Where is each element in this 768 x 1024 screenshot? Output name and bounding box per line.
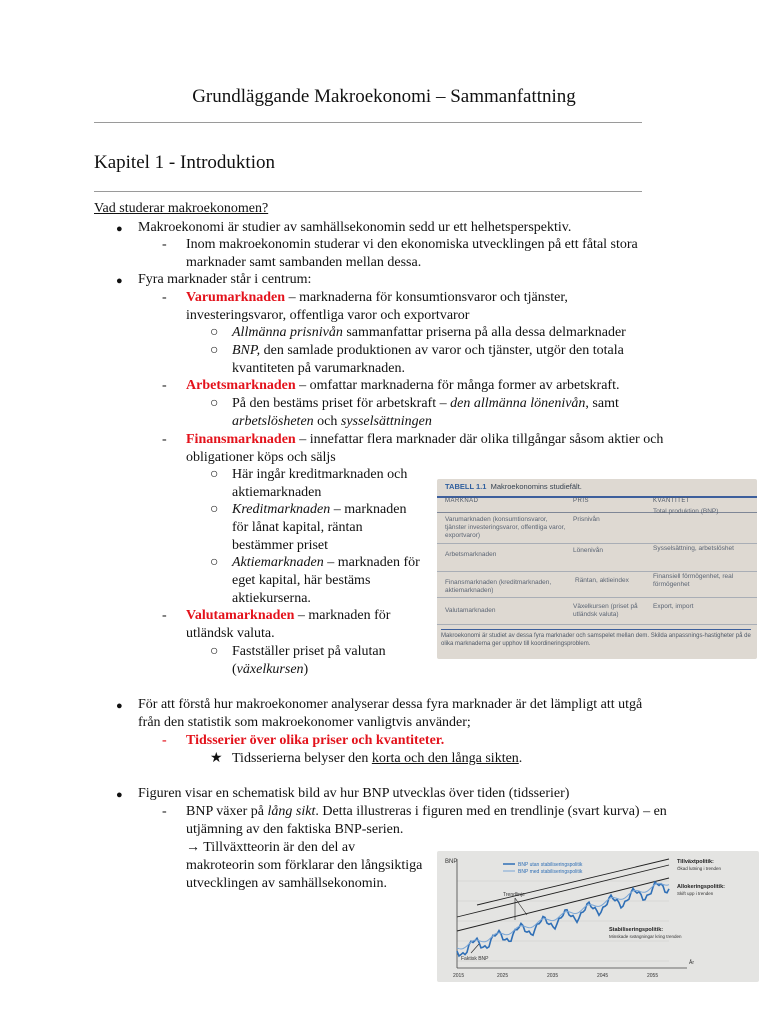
term-lang-sikt: lång sikt bbox=[267, 804, 316, 819]
dash-marker: - bbox=[162, 608, 167, 623]
text-line bbox=[232, 750, 522, 768]
text-line bbox=[186, 803, 667, 821]
text-line: makroteorin som förklarar den långsiktiga bbox=[186, 858, 423, 873]
circle-marker: ○ bbox=[210, 343, 219, 358]
chapter-divider bbox=[94, 191, 642, 192]
policy-text: Minskade svängningar kring trenden bbox=[609, 934, 682, 939]
text-line bbox=[186, 289, 568, 307]
x-tick: 2035 bbox=[547, 973, 559, 979]
market-table-image bbox=[437, 479, 757, 659]
text-line-highlight: Tidsserier över olika priser och kvantiteter. bbox=[186, 733, 445, 748]
circle-marker: ○ bbox=[210, 644, 219, 659]
dash-marker: - bbox=[162, 804, 167, 819]
text-span: . bbox=[518, 751, 523, 766]
text-line: För att förstå hur makroekonomer analyserar dessa fyra marknader är det lämpligt att utgå bbox=[138, 697, 643, 712]
bullet-marker: ● bbox=[116, 789, 123, 801]
table-header-cell: KVANTITET bbox=[653, 498, 691, 504]
table-cell: Lönenivån bbox=[573, 547, 603, 554]
section-heading: Vad studerar makroekonomen? bbox=[94, 201, 269, 216]
title-divider bbox=[94, 122, 642, 123]
text-line: Här ingår kreditmarknaden och bbox=[232, 467, 408, 482]
circle-marker: ○ bbox=[210, 396, 219, 411]
document-title: Grundläggande Makroekonomi – Sammanfattning bbox=[192, 86, 576, 107]
text-span: På den bestäms priset för arbetskraft – bbox=[232, 396, 451, 411]
figure-xlabel: År bbox=[689, 960, 694, 966]
policy-text: Ökad lutning i trenden bbox=[677, 866, 722, 871]
figure-ylabel: BNP bbox=[445, 859, 458, 865]
table-header-cell: MARKNAD bbox=[445, 498, 479, 504]
table-cell: Export, import bbox=[653, 603, 694, 610]
term-arbetsmarknaden: Arbetsmarknaden bbox=[186, 378, 296, 393]
text-line: utländsk valuta. bbox=[186, 626, 275, 641]
bullet-marker: ● bbox=[116, 700, 123, 712]
text-line: kvantiteten på varumarknaden. bbox=[232, 361, 405, 376]
circle-marker: ○ bbox=[210, 325, 219, 340]
text-span: . Detta illustreras i figuren med en trendlinje (svart kurva) – en bbox=[315, 804, 667, 819]
trend-line-lower bbox=[457, 878, 669, 931]
text-line bbox=[186, 431, 663, 449]
policy-title: Allokeringspolitik: bbox=[677, 884, 725, 890]
dash-marker: - bbox=[162, 237, 167, 252]
policy-title: Stabiliseringspolitik: bbox=[609, 927, 664, 933]
text-span: – innefattar flera marknader där olika tillgångar såsom aktier och bbox=[295, 432, 664, 447]
text-span: – omfattar marknaderna för många former av arbetskraft. bbox=[295, 378, 620, 393]
text-line: Inom makroekonomin studerar vi den ekonomiska utvecklingen på ett fåtal stora bbox=[186, 237, 638, 252]
actual-pointer bbox=[471, 944, 479, 953]
underlined-phrase: korta och den långa sikten bbox=[371, 751, 519, 766]
bullet-marker: ● bbox=[116, 275, 123, 287]
text-span: och bbox=[313, 414, 341, 429]
term-finansmarknaden: Finansmarknaden bbox=[186, 432, 296, 447]
table-title-text: Makroekonomins studiefält. bbox=[490, 482, 582, 491]
text-line: eget kapital, här bestäms bbox=[232, 573, 371, 588]
text-span: – marknaden för bbox=[323, 555, 420, 570]
table-title bbox=[445, 482, 582, 491]
table-number: TABELL 1.1 bbox=[445, 482, 487, 491]
dash-marker: - bbox=[162, 733, 167, 748]
bnp-trend-figure-image bbox=[437, 851, 759, 982]
text-line bbox=[232, 395, 619, 413]
table-cell: Arbetsmarknaden bbox=[445, 551, 497, 558]
x-tick: 2045 bbox=[597, 973, 609, 979]
text-span: , samt bbox=[585, 396, 619, 411]
text-span: ) bbox=[303, 662, 309, 677]
text-line: utjämning av den faktiska BNP-serien. bbox=[186, 822, 404, 837]
dash-marker: - bbox=[162, 378, 167, 393]
table-cell: Sysselsättning, arbetslöshet bbox=[653, 545, 734, 552]
bullet-marker: ● bbox=[116, 223, 123, 235]
term-lonenivan: den allmänna lönenivån bbox=[450, 396, 586, 411]
text-span: sammanfattar priserna på alla dessa delmarknader bbox=[342, 325, 626, 340]
text-line: från den statistik som makroekonomer vanligtvis använder; bbox=[138, 715, 471, 730]
term-varumarknaden: Varumarknaden bbox=[186, 290, 286, 305]
text-span: Tidsserierna belyser den bbox=[232, 751, 372, 766]
table-cell: Varumarknaden (konsumtionsvaror, tjänster investeringsvaror, offentliga varor, exportvaror) bbox=[445, 516, 566, 539]
circle-marker: ○ bbox=[210, 502, 219, 517]
table-cell: Total produktion (BNP) bbox=[653, 508, 719, 515]
text-line: aktiemarknaden bbox=[232, 485, 322, 500]
text-line: obligationer köps och säljs bbox=[186, 450, 336, 465]
text-line: för lånat kapital, räntan bbox=[232, 520, 363, 535]
legend-entry-2: BNP med stabiliseringspolitik bbox=[518, 869, 583, 875]
table-cell: Prisnivån bbox=[573, 516, 600, 523]
term-arbetsloshet: arbetslösheten bbox=[232, 414, 314, 429]
table-header-cell: PRIS bbox=[573, 498, 590, 504]
table-cell: Finansiell förmögenhet, real förmögenhet bbox=[653, 573, 734, 588]
x-tick: 2015 bbox=[453, 973, 465, 979]
circle-marker: ○ bbox=[210, 467, 219, 482]
bnp-figure-svg bbox=[437, 851, 759, 982]
table-footnote: Makroekonomi är studiet av dessa fyra marknader och samspelet mellan dem. Skilda anpassnings-hastigheter på de olika marknaderna ger upphov till koordineringsproblem. bbox=[441, 629, 751, 648]
text-span: den samlade produktionen av varor och tjänster, utgör den totala bbox=[260, 343, 624, 358]
text-line: Figuren visar en schematisk bild av hur BNP utvecklas över tiden (tidsserier) bbox=[138, 786, 570, 801]
circle-marker: ○ bbox=[210, 555, 219, 570]
actual-bnp-series bbox=[457, 882, 669, 956]
text-span: – marknaden bbox=[330, 502, 407, 517]
text-line: marknader samt sambanden mellan dessa. bbox=[186, 255, 422, 270]
text-line bbox=[232, 324, 626, 342]
text-line: Fastställer priset på valutan bbox=[232, 644, 386, 659]
term-kreditmarknaden: Kreditmarknaden bbox=[232, 502, 331, 517]
term-valutamarknaden: Valutamarknaden bbox=[186, 608, 295, 623]
text-line: Fyra marknader står i centrum: bbox=[138, 272, 312, 287]
text-line: aktiekurserna. bbox=[232, 591, 311, 606]
x-tick: 2025 bbox=[497, 973, 509, 979]
table-cell: Valutamarknaden bbox=[445, 607, 496, 614]
text-line bbox=[232, 501, 406, 519]
text-line bbox=[186, 377, 619, 395]
term-aktiemarknaden: Aktiemarknaden bbox=[232, 555, 324, 570]
text-line: bestämmer priset bbox=[232, 538, 329, 553]
chapter-heading: Kapitel 1 - Introduktion bbox=[94, 152, 275, 173]
term-vaxelkursen: växelkursen bbox=[236, 662, 304, 677]
text-span: – marknaden för bbox=[294, 608, 391, 623]
term-sysselsattning: sysselsättningen bbox=[340, 414, 432, 429]
text-line: Makroekonomi är studier av samhällsekonomin sedd ur ett helhetsperspektiv. bbox=[138, 220, 572, 235]
dash-marker: - bbox=[162, 290, 167, 305]
text-span: – marknaderna för konsumtionsvaror och tjänster, bbox=[285, 290, 568, 305]
text-span: BNP växer på bbox=[186, 804, 268, 819]
legend-entry-1: BNP utan stabiliseringspolitik bbox=[518, 862, 583, 868]
actual-label: Faktisk BNP bbox=[461, 956, 489, 962]
term-bnp: BNP, bbox=[232, 343, 261, 358]
term-prisniva: Allmänna prisnivån bbox=[232, 325, 343, 340]
dash-marker: - bbox=[162, 432, 167, 447]
text-line bbox=[232, 661, 308, 679]
table-cell: Räntan, aktieindex bbox=[575, 577, 629, 584]
text-line bbox=[232, 342, 624, 360]
x-tick: 2055 bbox=[647, 973, 659, 979]
text-line bbox=[186, 607, 390, 625]
text-line: utvecklingen av samhällsekonomin. bbox=[186, 876, 388, 891]
text-line: investeringsvaror, offentliga varor och exportvaror bbox=[186, 308, 470, 323]
trend-label: Trendlinje bbox=[503, 892, 525, 898]
star-marker: ★ bbox=[210, 751, 223, 766]
table-cell: Finansmarknaden (kreditmarknaden, aktiemarknaden) bbox=[445, 579, 552, 594]
text-line bbox=[232, 554, 420, 572]
text-span: ( bbox=[232, 662, 237, 677]
policy-title: Tillväxtpolitik: bbox=[677, 859, 714, 865]
text-line: → Tillväxtteorin är den del av bbox=[186, 840, 356, 855]
policy-text: Skift upp i trenden bbox=[677, 891, 714, 896]
text-line bbox=[232, 413, 432, 431]
table-cell: Växelkursen (priset på utländsk valuta) bbox=[573, 603, 638, 618]
